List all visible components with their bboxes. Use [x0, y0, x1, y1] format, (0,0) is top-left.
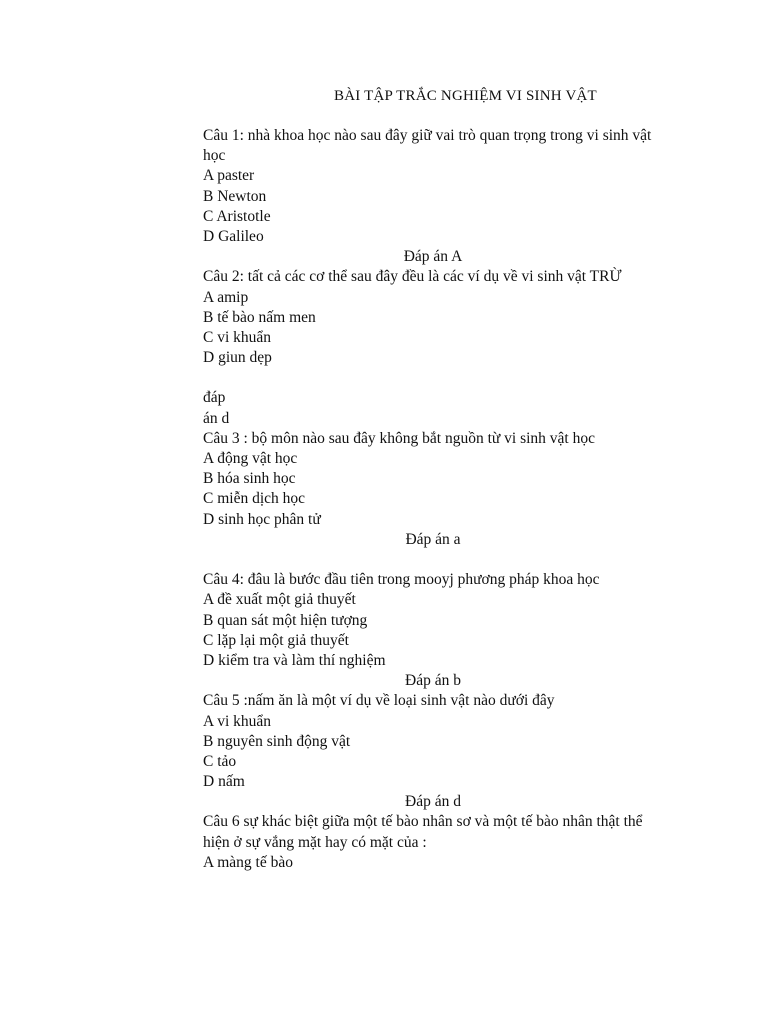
- answer-text-line-1: đáp: [203, 389, 226, 407]
- answer-text-line-2: án d: [203, 409, 230, 427]
- option-d: D giun dẹp: [203, 349, 272, 367]
- answer-text: Đáp án A: [403, 248, 463, 266]
- question-3: [203, 429, 663, 570]
- option-c: C miễn dịch học: [203, 490, 306, 508]
- blank-line: [203, 368, 663, 388]
- question-text: Câu 5 :nấm ăn là một ví dụ về loại sinh vật nào dưới đây: [203, 692, 555, 710]
- option-a: A động vật học: [203, 450, 298, 468]
- question-text: Câu 2: tất cả các cơ thể sau đây đều là các ví dụ về vi sinh vật TRỪ: [203, 268, 622, 286]
- option-c: C vi khuẩn: [203, 328, 272, 346]
- question-2: [203, 267, 663, 429]
- option-b: B hóa sinh học: [203, 470, 296, 488]
- question-6: [203, 812, 663, 873]
- option-c: C Aristotle: [203, 207, 271, 225]
- answer-text: Đáp án b: [405, 672, 461, 690]
- option-b: B quan sát một hiện tượng: [203, 611, 368, 629]
- option-b: B nguyên sinh động vật: [203, 732, 351, 750]
- question-text: Câu 4: đâu là bước đầu tiên trong mooyj phương pháp khoa học: [203, 571, 600, 589]
- question-text: Câu 3 : bộ môn nào sau đây không bắt nguồn từ vi sinh vật học: [203, 429, 595, 447]
- option-a: A đề xuất một giả thuyết: [203, 591, 356, 609]
- answer-text: Đáp án a: [405, 530, 461, 548]
- question-text: Câu 1: nhà khoa học nào sau đây giữ vai trò quan trọng trong vi sinh vật học: [203, 127, 652, 165]
- option-c: C lặp lại một giả thuyết: [203, 631, 349, 649]
- question-4: [203, 570, 663, 691]
- blank-line: [203, 550, 663, 570]
- option-d: D kiểm tra và làm thí nghiệm: [203, 651, 386, 669]
- option-a: A amip: [203, 288, 249, 306]
- question-5: [203, 691, 663, 812]
- question-text: Câu 6 sự khác biệt giữa một tế bào nhân sơ và một tế bào nhân thật thể hiện ở sự vắng mặt hay có mặt của :: [203, 813, 643, 851]
- option-d: D Galileo: [203, 227, 264, 245]
- option-a: A vi khuẩn: [203, 712, 272, 730]
- option-c: C tảo: [203, 752, 237, 770]
- option-d: D sinh học phân tử: [203, 510, 321, 528]
- answer-text: Đáp án d: [405, 793, 461, 811]
- question-list: [203, 126, 663, 873]
- document-title: BÀI TẬP TRẮC NGHIỆM VI SINH VẬT: [334, 88, 597, 104]
- option-a: A màng tế bào: [203, 853, 293, 871]
- option-a: A paster: [203, 167, 255, 185]
- option-b: B tế bào nấm men: [203, 308, 316, 326]
- question-1: [203, 126, 663, 267]
- option-d: D nấm: [203, 773, 245, 791]
- option-b: B Newton: [203, 187, 267, 205]
